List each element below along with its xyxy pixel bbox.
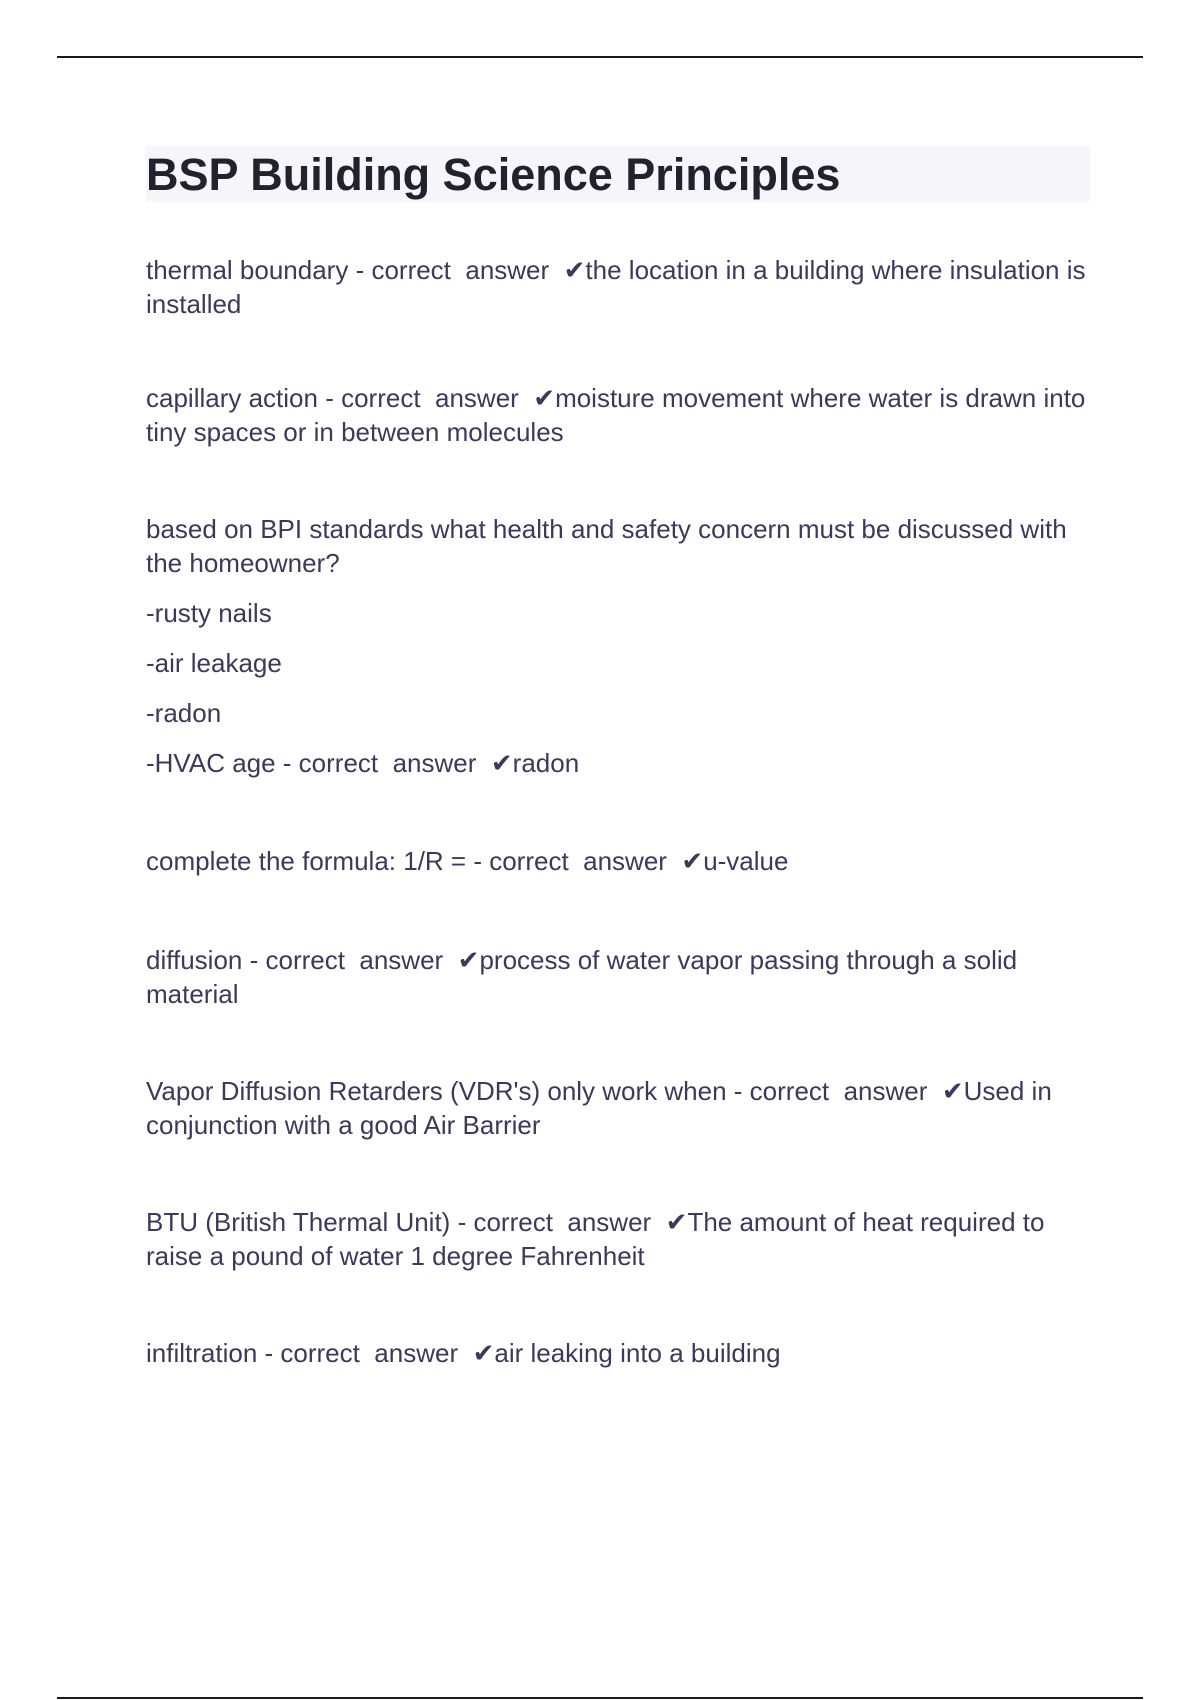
qa-item [146,1205,1090,1273]
question-text: based on BPI standards what health and safety concern must be discussed with the homeowner? [146,514,1067,578]
top-rule [57,56,1143,58]
answer-text: The amount of heat required to raise a pound of water 1 degree Fahrenheit [146,1207,1045,1271]
check-icon: ✔ [941,1076,964,1106]
title-bar [146,146,1090,202]
qa-item [146,381,1090,449]
check-icon: ✔ [665,1207,688,1237]
answer-separator: - correct answer [726,1076,942,1106]
check-icon: ✔ [490,748,513,778]
bottom-rule [57,1697,1143,1699]
answer-separator: - correct answer [317,383,534,413]
qa-item [146,943,1090,1011]
answer-text: u-value [703,846,789,876]
check-icon: ✔ [563,255,586,285]
qa-item [146,1074,1090,1142]
question-text: Vapor Diffusion Retarders (VDR's) only work when [146,1076,727,1106]
check-icon: ✔ [533,383,556,413]
option-text: -HVAC age [146,748,276,778]
question-text: BTU (British Thermal Unit) [146,1207,451,1237]
option-item: -air leakage [146,648,282,678]
question-text: complete the formula: 1/R = [146,846,467,876]
qa-item [146,253,1090,321]
answer-text: moisture movement where water is drawn into tiny spaces or in between molecules [146,383,1086,447]
answer-text: the location in a building where insulation is installed [146,255,1086,319]
check-icon: ✔ [681,846,704,876]
qa-item [146,844,1090,878]
question-text: diffusion [146,945,243,975]
answer-separator: - correct answer [242,945,458,975]
question-text: infiltration [146,1338,258,1368]
question-text: capillary action [146,383,318,413]
qa-list [146,253,1090,1370]
check-icon: ✔ [457,945,480,975]
answer-text: Used in conjunction with a good Air Barrier [146,1076,1052,1140]
answer-text: process of water vapor passing through a solid material [146,945,1018,1009]
answer-text: air leaking into a building [494,1338,781,1368]
option-item: -rusty nails [146,598,272,628]
check-icon: ✔ [472,1338,495,1368]
page-title: BSP Building Science Principles [146,148,841,200]
answer-separator: - correct answer [348,255,564,285]
option-item [146,746,1090,780]
question-text: thermal boundary [146,255,349,285]
answer-separator: - correct answer [275,748,491,778]
answer-text: radon [512,748,580,778]
answer-separator: - correct answer [466,846,682,876]
qa-item [146,512,1090,780]
answer-separator: - correct answer [257,1338,473,1368]
document-body [146,146,1090,1370]
qa-item [146,1336,1090,1370]
answer-separator: - correct answer [450,1207,666,1237]
option-item: -radon [146,698,222,728]
